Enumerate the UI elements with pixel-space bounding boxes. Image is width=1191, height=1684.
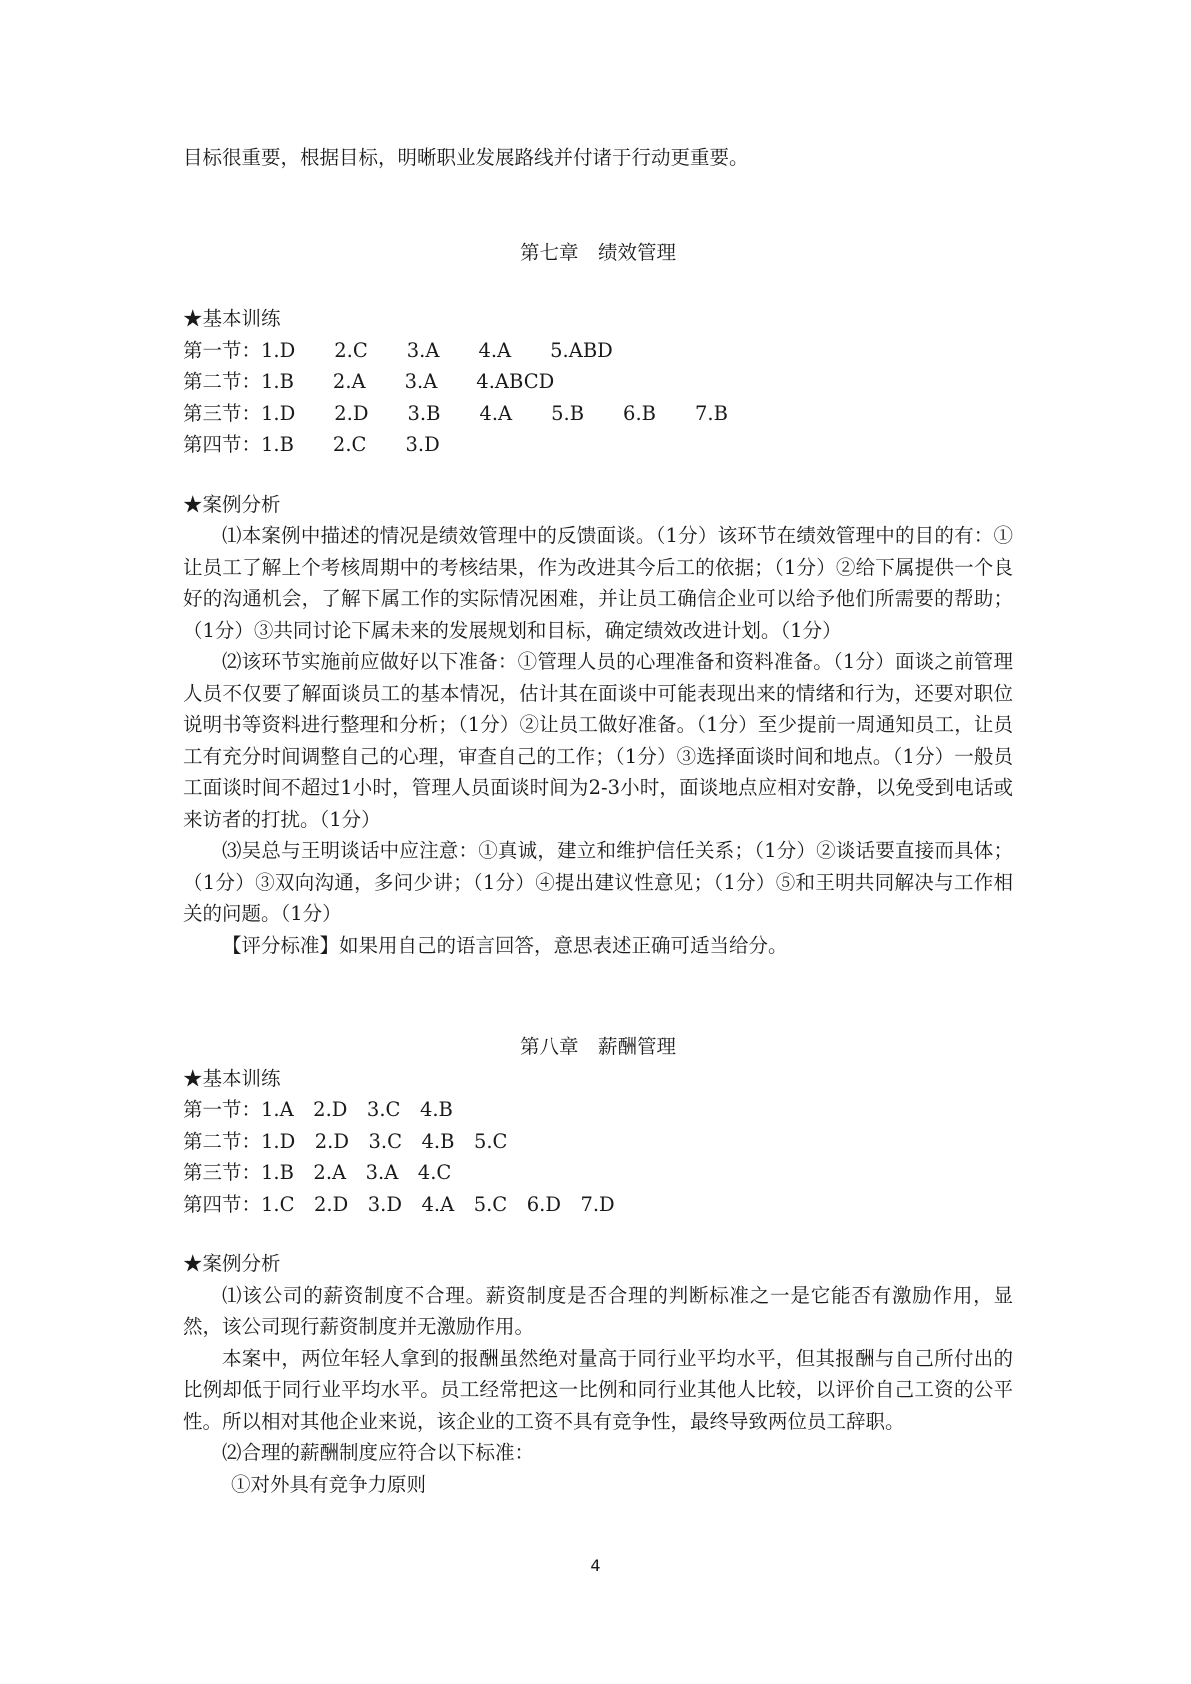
chapter-8-basic-heading: ★基本训练 <box>183 1066 281 1090</box>
chapter-8-case-paragraph-3: ⑵合理的薪酬制度应符合以下标准： <box>222 1441 535 1464</box>
chapter-7-title: 第七章 绩效管理 <box>519 240 676 264</box>
chapter-7-section-3: 第三节：1.D 2.D 3.B 4.A 5.B 6.B 7.B <box>183 401 728 425</box>
chapter-8-section-3: 第三节：1.B 2.A 3.A 4.C <box>183 1161 452 1184</box>
chapter-7-section-2: 第二节：1.B 2.A 3.A 4.ABCD <box>183 370 555 393</box>
chapter-7-case-heading: ★案例分析 <box>183 492 281 516</box>
chapter-7-case-paragraph-2: ⑵该环节实施前应做好以下准备：①管理人员的心理准备和资料准备。（1分）面谈之前管理人员不仅要了解面谈员工的基本情况，估计其在面谈中可能表现出来的情绪和行为，还要对职位说明书等资料进行整理和分析；（1分）②让员工做好准备。（1分）至少提前一周通知员工，让员工有充分时间调整自己的心理，审查自己的工作；（1分）③选择面谈时间和地点。（1分）一般员工面谈时间不超过1小时，管理人员面谈时间为2-3小时，面谈地点应相对安静，以免受到电话或来访者的打扰。（1分） <box>183 650 1013 831</box>
chapter-8-case-paragraph-1: ⑴该公司的薪资制度不合理。薪资制度是否合理的判断标准之一是它能否有激励作用，显然，该公司现行薪资制度并无激励作用。 <box>183 1283 1013 1338</box>
chapter-8-title: 第八章 薪酬管理 <box>519 1035 676 1058</box>
chapter-8-section-4: 第四节：1.C 2.D 3.D 4.A 5.C 6.D 7.D <box>183 1192 615 1216</box>
chapter-7-section-4: 第四节：1.B 2.C 3.D <box>183 433 440 456</box>
chapter-7-scoring-standard: 【评分标准】如果用自己的语言回答，意思表述正确可适当给分。 <box>222 933 788 957</box>
intro-text: 目标很重要，根据目标，明晰职业发展路线并付诸于行动更重要。 <box>183 146 749 169</box>
chapter-7-case-paragraph-3: ⑶吴总与王明谈话中应注意：①真诚，建立和维护信任关系；（1分）②谈话要直接而具体；（1分）③双向沟通，多问少讲；（1分）④提出建议性意见；（1分）⑤和王明共同解决与工作相关的问题。（1分） <box>183 839 1013 925</box>
chapter-7-case-paragraph-1: ⑴本案例中描述的情况是绩效管理中的反馈面谈。（1分）该环节在绩效管理中的目的有：①让员工了解上个考核周期中的考核结果，作为改进其今后工的依据；（1分）②给下属提供一个良好的沟通机会，了解下属工作的实际情况困难，并让员工确信企业可以给予他们所需要的帮助；（1分）③共同讨论下属未来的发展规划和目标，确定绩效改进计划。（1分） <box>183 524 1013 642</box>
chapter-7-basic-heading: ★基本训练 <box>183 307 281 330</box>
chapter-8-case-heading: ★案例分析 <box>183 1252 281 1275</box>
chapter-8-case-paragraph-2: 本案中，两位年轻人拿到的报酬虽然绝对量高于同行业平均水平，但其报酬与自己所付出的比例却低于同行业平均水平。员工经常把这一比例和同行业其他人比较，以评价自己工资的公平性。所以相对其他企业来说，该企业的工资不具有竞争性，最终导致两位员工辞职。 <box>183 1346 1013 1433</box>
chapter-8-section-1: 第一节：1.A 2.D 3.C 4.B <box>183 1098 453 1121</box>
chapter-8-sub-item-1: ①对外具有竞争力原则 <box>231 1472 427 1496</box>
chapter-8-section-2: 第二节：1.D 2.D 3.C 4.B 5.C <box>183 1129 508 1153</box>
page-content <box>183 142 1013 1500</box>
page-number: 4 <box>590 1556 601 1575</box>
chapter-7-section-1: 第一节：1.D 2.C 3.A 4.A 5.ABD <box>183 338 613 362</box>
